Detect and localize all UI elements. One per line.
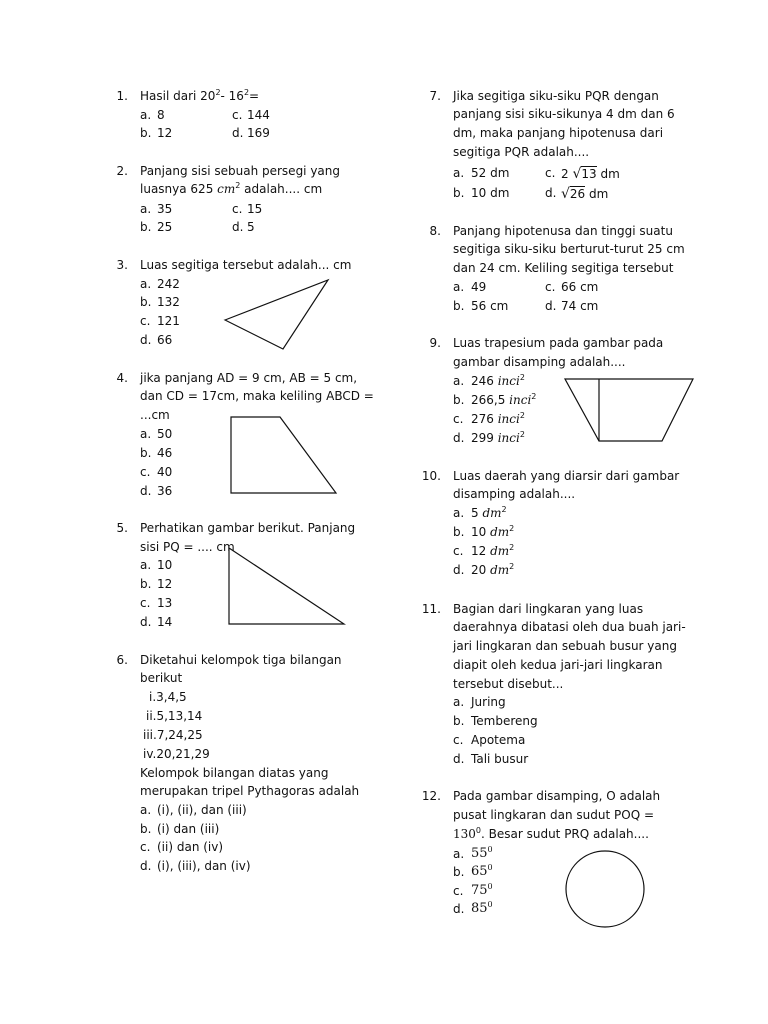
option-label: b.	[453, 714, 465, 728]
option-value: (i) dan (iii)	[157, 822, 220, 836]
option-value: 66	[157, 333, 173, 347]
option-value: 12	[157, 577, 173, 591]
option-value: $65^0$	[471, 863, 493, 879]
option-value: 50	[157, 427, 173, 441]
option-label: d.	[232, 220, 244, 234]
option-value: (ii) dan (iv)	[157, 840, 224, 854]
option-label: c.	[140, 314, 151, 328]
option-value: Tembereng	[471, 714, 538, 728]
option-label: a.	[453, 374, 465, 388]
option-value: $75^0$	[471, 882, 493, 898]
option-value: 52 dm	[471, 166, 510, 180]
option-label: d.	[140, 484, 152, 498]
option-value: 49	[471, 280, 487, 294]
option-value: 169	[247, 126, 270, 140]
question-text: luasnya 625 $cm^2$ adalah.... cm	[140, 181, 323, 196]
option-value: 8	[157, 108, 165, 122]
option-label: b.	[140, 220, 152, 234]
option-value: 246 inci$^2$	[471, 373, 525, 388]
option-label: c.	[545, 280, 556, 294]
question-text: jika panjang AD = 9 cm, AB = 5 cm,	[140, 371, 358, 385]
option-label: c.	[232, 108, 243, 122]
question-text: panjang sisi siku-sikunya 4 dm dan 6	[453, 107, 675, 121]
option-value: 56 cm	[471, 299, 509, 313]
question-number: 10.	[421, 469, 441, 483]
option-value: 10 dm	[471, 186, 510, 200]
question-text: ...cm	[140, 408, 170, 422]
question-text: Jika segitiga siku-siku PQR dengan	[453, 89, 659, 103]
option-label: d.	[453, 431, 465, 445]
question-text: tersebut disebut...	[453, 677, 564, 691]
option-value: 13	[157, 596, 173, 610]
option-label: b.	[140, 126, 152, 140]
option-label: a.	[453, 847, 465, 861]
question-number: 2.	[116, 164, 128, 178]
option-value: Tali busur	[471, 752, 529, 766]
question-text: Kelompok bilangan diatas yang	[140, 766, 329, 780]
option-value: 266,5 inci$^2$	[471, 392, 537, 407]
question-text: dm, maka panjang hipotenusa dari	[453, 126, 664, 140]
question-text: segitiga siku-siku berturut-turut 25 cm	[453, 242, 685, 256]
question-text: segitiga PQR adalah....	[453, 145, 590, 159]
option-label: a.	[140, 427, 152, 441]
option-value: 35	[157, 202, 173, 216]
option-label: d.	[545, 299, 557, 313]
question-text: jari lingkaran dan sebuah busur yang	[453, 639, 677, 653]
option-label: a.	[140, 108, 152, 122]
option-label: d.	[140, 859, 152, 873]
option-label: d.	[232, 126, 244, 140]
option-value: 10	[157, 558, 173, 572]
option-value: 10 $dm^2$	[471, 524, 515, 539]
option-label: a.	[140, 803, 152, 817]
question-text: $130^0$. Besar sudut PRQ adalah....	[453, 826, 649, 841]
question-text: Diketahui kelompok tiga bilangan	[140, 653, 342, 667]
option-value: Juring	[471, 695, 506, 709]
question-number: 8.	[429, 224, 441, 238]
question-number: 11.	[421, 602, 441, 616]
question-text: sisi PQ = .... cm	[140, 540, 235, 554]
option-label: a.	[140, 277, 152, 291]
option-value: 66 cm	[561, 280, 599, 294]
option-value: 276 inci$^2$	[471, 411, 525, 426]
option-value: 74 cm	[561, 299, 599, 313]
option-value: 132	[157, 295, 180, 309]
question-text: Bagian dari lingkaran yang luas	[453, 602, 644, 616]
option-label: d.	[453, 752, 465, 766]
question-text: Panjang sisi sebuah persegi yang	[140, 164, 341, 178]
option-value: $55^0$	[471, 845, 493, 861]
option-value: 46	[157, 446, 173, 460]
option-label: c.	[453, 544, 464, 558]
option-label: d.	[453, 563, 465, 577]
option-label: a.	[453, 280, 465, 294]
option-value: 40	[157, 465, 173, 479]
option-value: (i), (iii), dan (iv)	[157, 859, 251, 873]
question-text: gambar disamping adalah....	[453, 355, 626, 369]
option-value: 2 √13 dm	[561, 166, 620, 182]
list-item: iii.7,24,25	[143, 728, 203, 742]
question-number: 6.	[116, 653, 128, 667]
option-value: (i), (ii), dan (iii)	[157, 803, 247, 817]
question-number: 5.	[116, 521, 128, 535]
option-label: c.	[453, 733, 464, 747]
option-value: Apotema	[471, 733, 526, 747]
option-label: b.	[453, 525, 465, 539]
option-value: 25	[157, 220, 173, 234]
option-label: b.	[140, 295, 152, 309]
option-label: c.	[453, 412, 464, 426]
question-number: 3.	[116, 258, 128, 272]
question-text: berikut	[140, 671, 183, 685]
question-number: 4.	[116, 371, 128, 385]
option-label: b.	[140, 822, 152, 836]
option-label: c.	[232, 202, 243, 216]
question-text: Luas segitiga tersebut adalah... cm	[140, 258, 352, 272]
question-text: Luas daerah yang diarsir dari gambar	[453, 469, 680, 483]
question-text: Pada gambar disamping, O adalah	[453, 789, 661, 803]
option-label: a.	[453, 166, 465, 180]
list-item: i.3,4,5	[149, 690, 187, 704]
option-value: 121	[157, 314, 180, 328]
question-text: disamping adalah....	[453, 487, 576, 501]
question-text: diapit oleh kedua jari-jari lingkaran	[453, 658, 663, 672]
question-number: 12.	[421, 789, 441, 803]
option-value: 242	[157, 277, 180, 291]
option-value: 20 $dm^2$	[471, 562, 515, 577]
option-label: a.	[453, 506, 465, 520]
question-number: 1.	[116, 89, 128, 103]
list-item: ii.5,13,14	[146, 709, 203, 723]
option-label: a.	[140, 202, 152, 216]
option-label: b.	[140, 577, 152, 591]
option-label: b.	[453, 299, 465, 313]
option-value: 5 $dm^2$	[471, 505, 507, 520]
option-value: 5	[247, 220, 255, 234]
option-label: b.	[453, 865, 465, 879]
option-label: c.	[140, 840, 151, 854]
question-text: pusat lingkaran dan sudut POQ =	[453, 808, 655, 822]
option-value: 14	[157, 615, 173, 629]
question-text: dan CD = 17cm, maka keliling ABCD =	[140, 389, 374, 403]
option-label: d.	[140, 333, 152, 347]
option-label: c.	[140, 596, 151, 610]
option-value: 144	[247, 108, 270, 122]
option-label: a.	[453, 695, 465, 709]
option-label: a.	[140, 558, 152, 572]
question-text: Luas trapesium pada gambar pada	[453, 336, 664, 350]
option-label: c.	[545, 166, 556, 180]
option-label: b.	[453, 393, 465, 407]
question-number: 7.	[429, 89, 441, 103]
option-value: 15	[247, 202, 263, 216]
option-label: c.	[140, 465, 151, 479]
option-value: 12	[157, 126, 173, 140]
list-item: iv.20,21,29	[143, 747, 210, 761]
option-value: 12 $dm^2$	[471, 543, 515, 558]
question-text: Panjang hipotenusa dan tinggi suatu	[453, 224, 673, 238]
question-number: 9.	[429, 336, 441, 350]
option-label: d.	[545, 186, 557, 200]
option-value: √26 dm	[561, 186, 609, 202]
question-text: merupakan tripel Pythagoras adalah	[140, 784, 360, 798]
question-text: Perhatikan gambar berikut. Panjang	[140, 521, 356, 535]
question-text: Hasil dari $20^2-$ $16^2=$	[140, 88, 260, 103]
question-text: dan 24 cm. Keliling segitiga tersebut	[453, 261, 674, 275]
option-label: d.	[140, 615, 152, 629]
option-label: c.	[453, 884, 464, 898]
option-value: 299 inci$^2$	[471, 430, 525, 445]
question-text: daerahnya dibatasi oleh dua buah jari-	[453, 620, 686, 634]
option-value: 36	[157, 484, 173, 498]
option-value: $85^0$	[471, 900, 493, 916]
option-label: b.	[453, 186, 465, 200]
option-label: d.	[453, 902, 465, 916]
option-label: b.	[140, 446, 152, 460]
